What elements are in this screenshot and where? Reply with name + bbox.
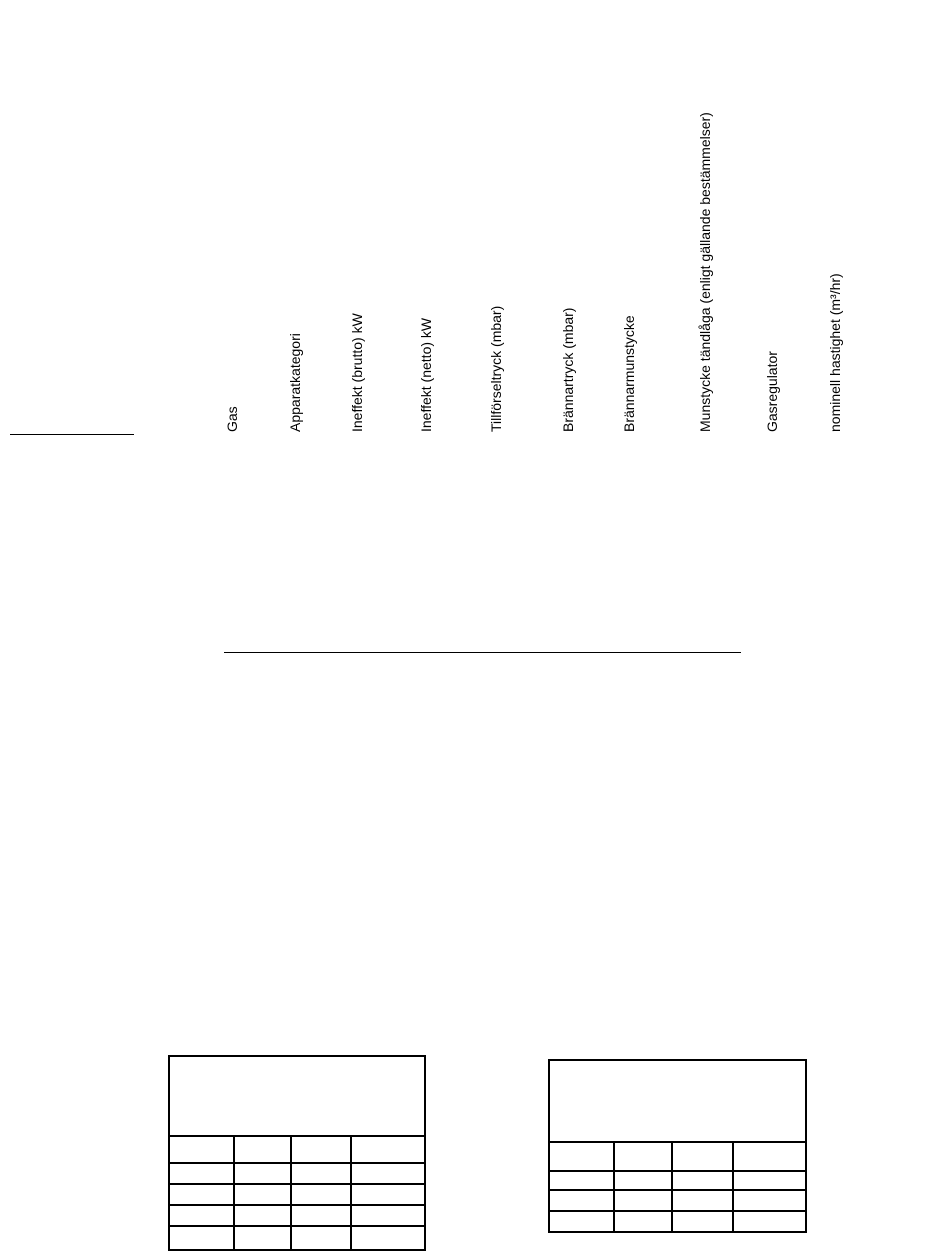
- header-tillforseltryck: Tillförseltryck (mbar): [488, 305, 504, 432]
- right-empty-grid: [548, 1059, 807, 1233]
- main-rule: [224, 652, 741, 653]
- header-munstycke-tandlaga: Munstycke tändlåga (enligt gällande bestämmelser): [697, 112, 713, 432]
- left-rule: [10, 434, 134, 435]
- header-gasregulator: Gasregulator: [764, 351, 780, 432]
- header-gas: Gas: [224, 406, 240, 432]
- header-ineffekt-brutto: Ineffekt (brutto) kW: [349, 313, 365, 432]
- header-brannarmunstycke: Brännarmunstycke: [621, 315, 637, 432]
- header-brannartryck: Brännartryck (mbar): [560, 307, 576, 432]
- header-ineffekt-netto: Ineffekt (netto) kW: [418, 317, 434, 432]
- header-nominell-hastighet: nominell hastighet (m³/hr): [827, 273, 843, 432]
- right-grid-rows: [550, 1141, 805, 1231]
- left-empty-grid: [168, 1055, 426, 1251]
- left-grid-rows: [170, 1135, 424, 1249]
- header-apparatkategori: Apparatkategori: [287, 333, 303, 432]
